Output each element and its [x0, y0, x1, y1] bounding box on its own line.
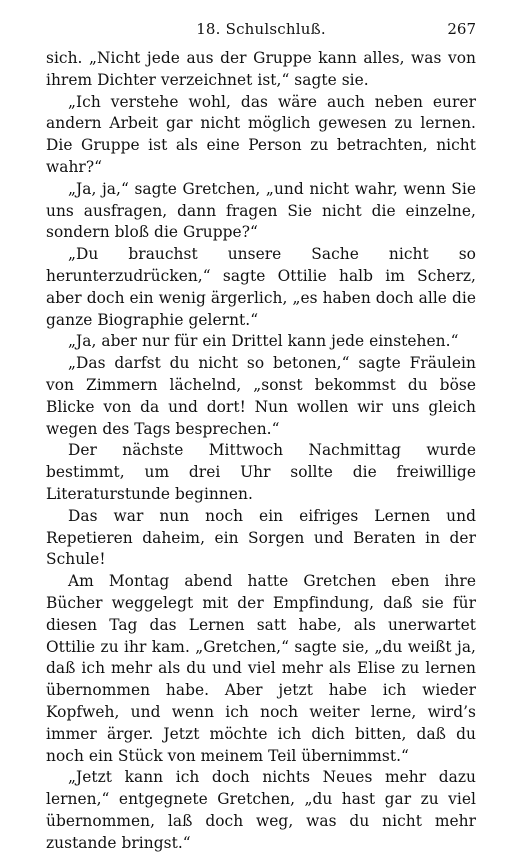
paragraph-7: Der nächste Mittwoch Nachmittag wurde bestimmt, um drei Uhr sollte die freiwillige Literaturstunde beginnen. [46, 441, 476, 503]
page-header [46, 20, 476, 48]
paragraph-8: Das war nun noch ein eifriges Lernen und Repetieren daheim, ein Sorgen und Beraten in der Schule! [46, 506, 476, 569]
paragraph-2: „Ich verstehe wohl, das wäre auch neben eurer andern Arbeit gar nicht möglich gewesen zu lernen. Die Gruppe ist als eine Person zu betrachten, nicht wahr?“ [46, 92, 476, 176]
paragraph-10: „Jetzt kann ich doch nichts Neues mehr dazu lernen,“ entgegnete Gretchen, „du hast gar zu viel übernommen, laß doch weg, was du nicht mehr zustande bringst.“ [46, 768, 476, 852]
page-number: 267 [447, 20, 476, 38]
paragraph-6: „Das darfst du nicht so betonen,“ sagte Fräulein von Zimmern lächelnd, „sonst bekommst du böse Blicke von da und dort! Nun wollen wir uns gleich wegen des Tags besprechen.“ [46, 354, 476, 438]
paragraph-3: „Ja, ja,“ sagte Gretchen, „und nicht wahr, wenn Sie uns ausfragen, dann fragen Sie nicht die einzelne, sondern bloß die Gruppe?“ [46, 179, 476, 242]
book-page [46, 20, 476, 854]
paragraph-4: „Du brauchst unsere Sache nicht so herunterzudrücken,“ sagte Ottilie halb im Scherz, aber doch ein wenig ärgerlich, „es haben doch alle die ganze Biographie gelernt.“ [46, 245, 476, 329]
paragraph-1: sich. „Nicht jede aus der Gruppe kann alles, was von ihrem Dichter verzeichnet ist,“ sagte sie. [46, 49, 476, 89]
paragraph-5: „Ja, aber nur für ein Drittel kann jede einstehen.“ [68, 332, 459, 351]
running-head: 18. Schulschluß. [196, 20, 326, 38]
paragraph-9: Am Montag abend hatte Gretchen eben ihre Bücher weggelegt mit der Empfindung, daß sie für diesen Tag das Lernen satt habe, als unerwartet Ottilie zu ihr kam. „Gretchen,“ sagte sie, „du weißt ja, daß ich mehr als du und viel mehr als Elise zu lernen übernommen habe. Aber jetzt habe ich wieder Kopfweh, und wenn ich noch weiter lerne, wird’s immer ärger. Jetzt möchte ich dich bitten, daß du noch ein Stück von meinem Teil übernimmst.“ [46, 572, 476, 765]
body-text [46, 48, 476, 854]
